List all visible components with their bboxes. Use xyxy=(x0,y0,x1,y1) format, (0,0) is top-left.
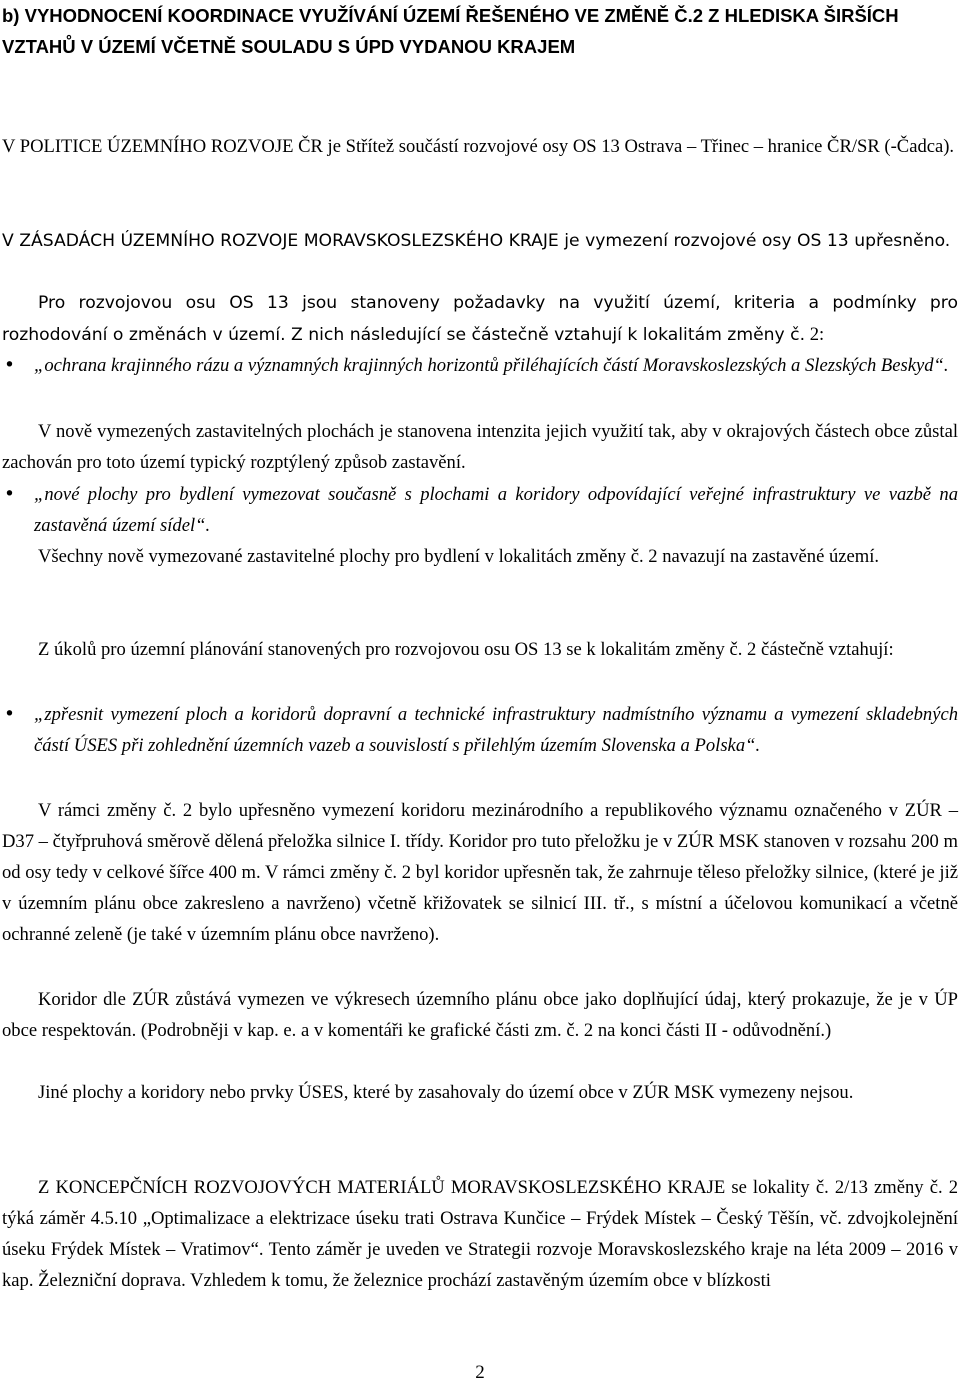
bullet-item-infrastructure xyxy=(2,699,958,761)
paragraph-concepts: Z KONCEPČNÍCH ROZVOJOVÝCH MATERIÁLŮ MORAVSKOSLEZSKÉHO KRAJE se lokality č. 2/13 změny č. 2 týká záměr 4.5.10 „Optimalizace a elektrizace úseku trati Ostrava Kunčice – Frýdek Místek – Český Těšín, vč. zdvojkolejnění úseku Frýdek Místek – Vratimov“. Tento záměr je uveden ve Strategii rozvoje Moravskoslezského kraje na léta 2009 – 2016 v kap. Železniční doprava. Vzhledem k tomu, že železnice prochází zastavěným územím obce v blízkosti xyxy=(2,1177,958,1291)
paragraph-zur: V ZÁSADÁCH ÚZEMNÍHO ROZVOJE MORAVSKOSLEZSKÉHO KRAJE je vymezení rozvojové osy OS 13 upřesněno. xyxy=(2,231,951,251)
bullet-text: „ochrana krajinného rázu a významných krajinných horizontů přiléhajících částí Moravskoslezských a Slezských Beskyd“. xyxy=(34,355,949,376)
bullet-text: „zpřesnit vymezení ploch a koridorů dopravní a technické infrastruktury nadmístního významu a vymezení skladebných částí ÚSES při zohlednění územních vazeb a souvislostí s přilehlým územím Slovenska a Polska“. xyxy=(34,704,958,756)
paragraph-requirements xyxy=(2,288,958,351)
section-heading: b) VYHODNOCENÍ KOORDINACE VYUŽÍVÁNÍ ÚZEMÍ ŘEŠENÉHO VE ZMĚNĚ Č.2 Z HLEDISKA ŠIRŠÍCH VZTAHŮ V ÚZEMÍ VČETNĚ SOULADU S ÚPD VYDANOU KRAJEM xyxy=(2,5,899,57)
requirements-text: Pro rozvojovou osu OS 13 jsou stanoveny požadavky na využití území, kriteria a podmínky pro rozhodování o změnách v území. Z nich následující se částečně vztahují k lokalitám změny č. xyxy=(2,293,958,345)
page-number: 2 xyxy=(475,1362,485,1383)
requirements-text-end: 2: xyxy=(805,324,825,345)
paragraph-intensity: V nově vymezených zastavitelných plochách je stanovena intenzita jejich využití tak, aby v okrajových částech obce zůstal zachován pro toto území typický rozptýlený způsob zastavění. xyxy=(2,421,958,473)
bullet-icon: • xyxy=(4,484,15,505)
paragraph-pur: V POLITICE ÚZEMNÍHO ROZVOJE ČR je Střítež součástí rozvojové osy OS 13 Ostrava – Třinec – hranice ČR/SR (-Čadca). xyxy=(2,136,955,157)
bullet-item-housing xyxy=(2,479,958,541)
bullet-text: „nové plochy pro bydlení vymezovat současně s plochami a koridory odpovídající veřejné infrastruktury ve vazbě na zastavěná území sídel“. xyxy=(34,484,958,536)
bullet-icon: • xyxy=(4,355,15,376)
bullet-item-landscape xyxy=(2,350,958,381)
paragraph-corridor-d37: V rámci změny č. 2 bylo upřesněno vymezení koridoru mezinárodního a republikového významu označeného v ZÚR – D37 – čtyřpruhová směrově dělená přeložka silnice I. třídy. Koridor pro tuto přeložku je v ZÚR MSK stanoven v rozsahu 200 m od osy tedy v celkové šířce 400 m. V rámci změny č. 2 byl koridor upřesněn tak, že zahrnuje těleso přeložky silnice, (které je již v územním plánu obce zakresleno a navrženo) včetně křižovatek se silnicí III. tř., s místní a účelovou komunikací a včetně ochranné zeleně (je také v územním plánu obce navrženo). xyxy=(2,800,958,945)
bullet-icon: • xyxy=(4,704,15,725)
paragraph-other-areas: Jiné plochy a koridory nebo prvky ÚSES, které by zasahovaly do území obce v ZÚR MSK vymezeny nejsou. xyxy=(38,1082,854,1103)
paragraph-housing-areas: Všechny nově vymezované zastavitelné plochy pro bydlení v lokalitách změny č. 2 navazují na zastavěné území. xyxy=(38,546,880,567)
paragraph-corridor-zur: Koridor dle ZÚR zůstává vymezen ve výkresech územního plánu obce jako doplňující údaj, který prokazuje, že je v ÚP obce respektován. (Podrobněji v kap. e. a v komentáři ke grafické části zm. č. 2 na konci části II - odůvodnění.) xyxy=(2,989,958,1041)
paragraph-tasks: Z úkolů pro územní plánování stanovených pro rozvojovou osu OS 13 se k lokalitám změny č. 2 částečně vztahují: xyxy=(38,639,894,660)
